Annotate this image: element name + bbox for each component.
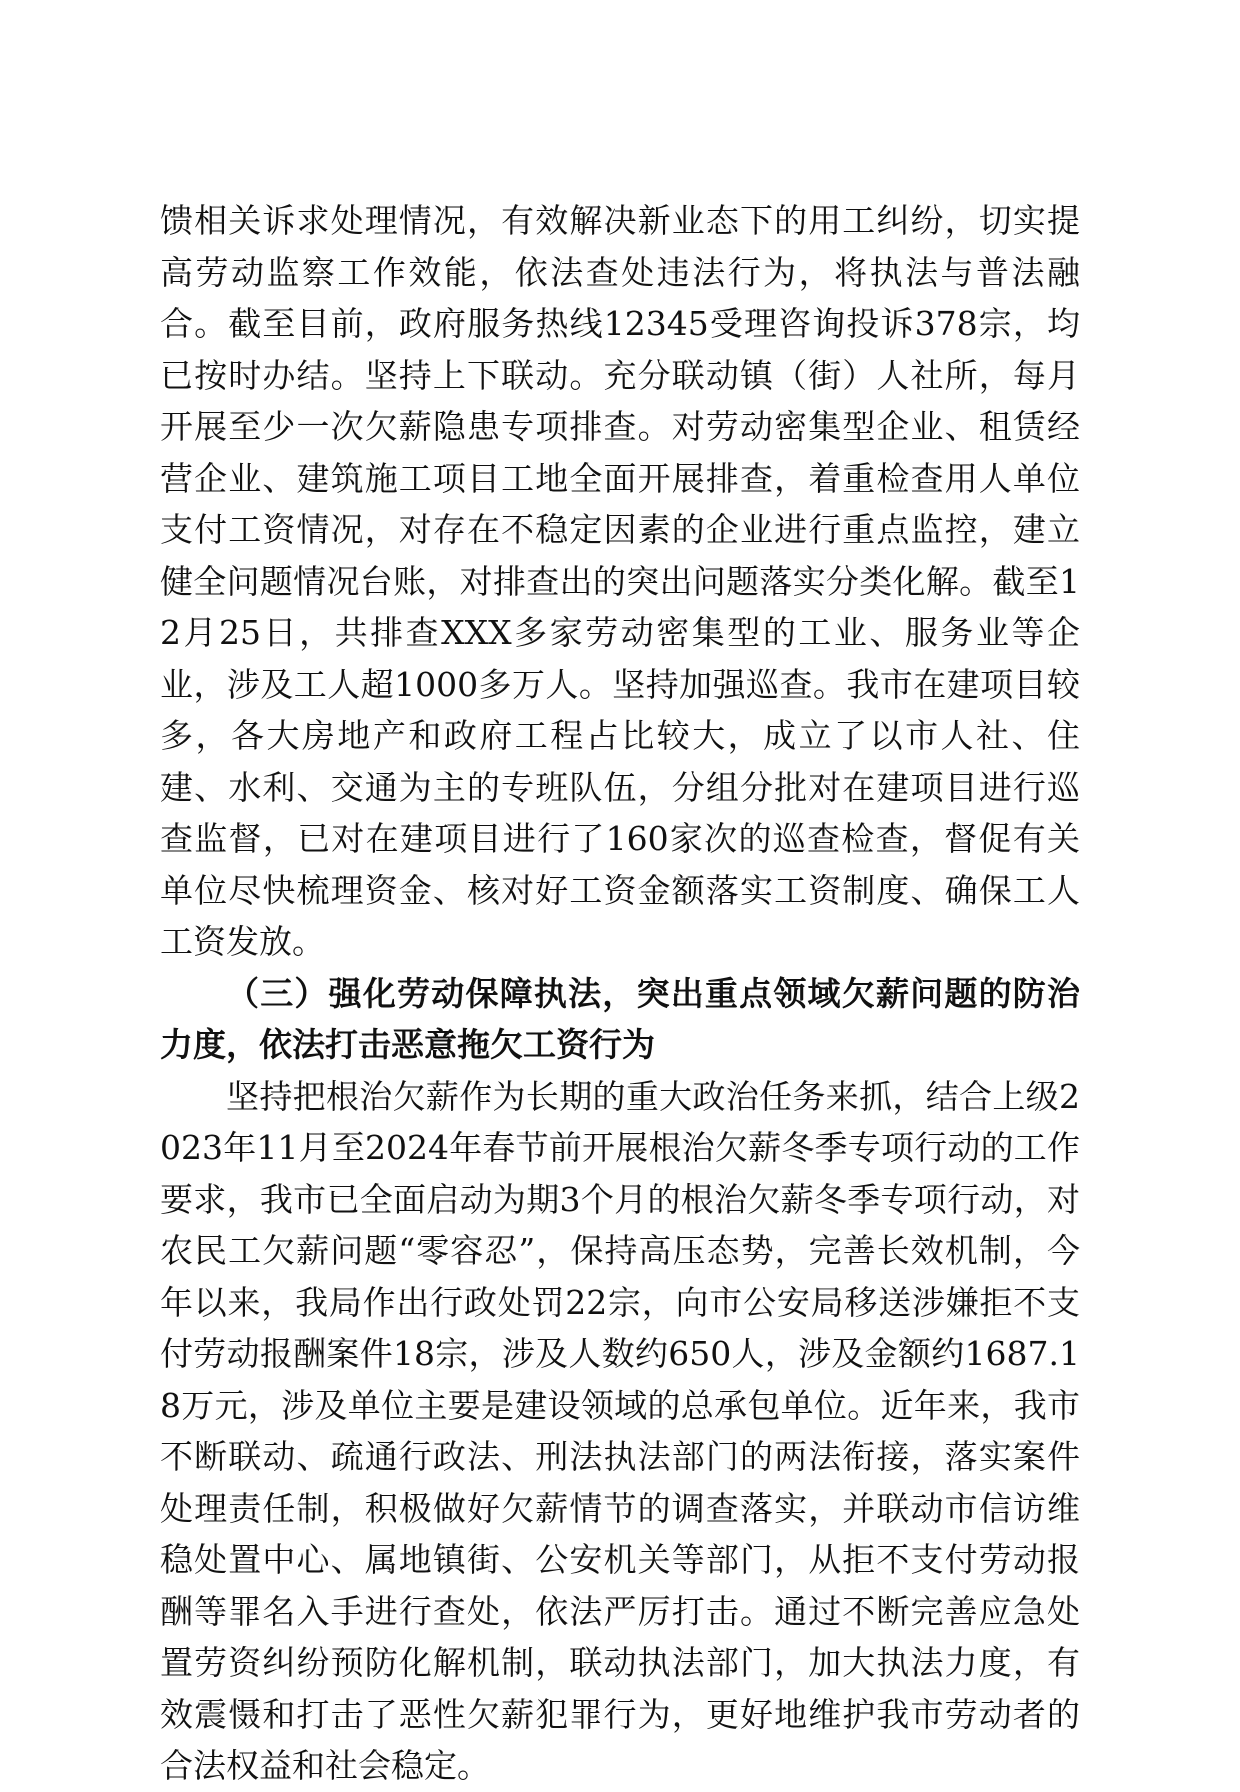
document-page	[160, 195, 1080, 1792]
section-heading-3: （三）强化劳动保障执法，突出重点领域欠薪问题的防治力度，依法打击恶意拖欠工资行为	[160, 973, 1080, 1064]
body-paragraph-continued: 馈相关诉求处理情况，有效解决新业态下的用工纠纷，切实提高劳动监察工作效能，依法查处违法行为，将执法与普法融合。截至目前，政府服务热线12345受理咨询投诉378宗，均已按时办结。坚持上下联动。充分联动镇（街）人社所，每月开展至少一次欠薪隐患专项排查。对劳动密集型企业、租赁经营企业、建筑施工项目工地全面开展排查，着重检查用人单位支付工资情况，对存在不稳定因素的企业进行重点监控，建立健全问题情况台账，对排查出的突出问题落实分类化解。截至12月25日，共排查XXX多家劳动密集型的工业、服务业等企业，涉及工人超1000多万人。坚持加强巡查。我市在建项目较多，各大房地产和政府工程占比较大，成立了以市人社、住建、水利、交通为主的专班队伍，分组分批对在建项目进行巡查监督，已对在建项目进行了160家次的巡查检查，督促有关单位尽快梳理资金、核对好工资金额落实工资制度、确保工人工资发放。	[160, 201, 1080, 961]
body-paragraph-enforcement: 坚持把根治欠薪作为长期的重大政治任务来抓，结合上级2023年11月至2024年春节前开展根治欠薪冬季专项行动的工作要求，我市已全面启动为期3个月的根治欠薪冬季专项行动，对农民工欠薪问题“零容忍”，保持高压态势，完善长效机制，今年以来，我局作出行政处罚22宗，向市公安局移送涉嫌拒不支付劳动报酬案件18宗，涉及人数约650人，涉及金额约1687.18万元，涉及单位主要是建设领域的总承包单位。近年来，我市不断联动、疏通行政法、刑法执法部门的两法衔接，落实案件处理责任制，积极做好欠薪情节的调查落实，并联动市信访维稳处置中心、属地镇街、公安机关等部门，从拒不支付劳动报酬等罪名入手进行查处，依法严厉打击。通过不断完善应急处置劳资纠纷预防化解机制，联动执法部门，加大执法力度，有效震慑和打击了恶性欠薪犯罪行为，更好地维护我市劳动者的合法权益和社会稳定。	[160, 1076, 1080, 1785]
